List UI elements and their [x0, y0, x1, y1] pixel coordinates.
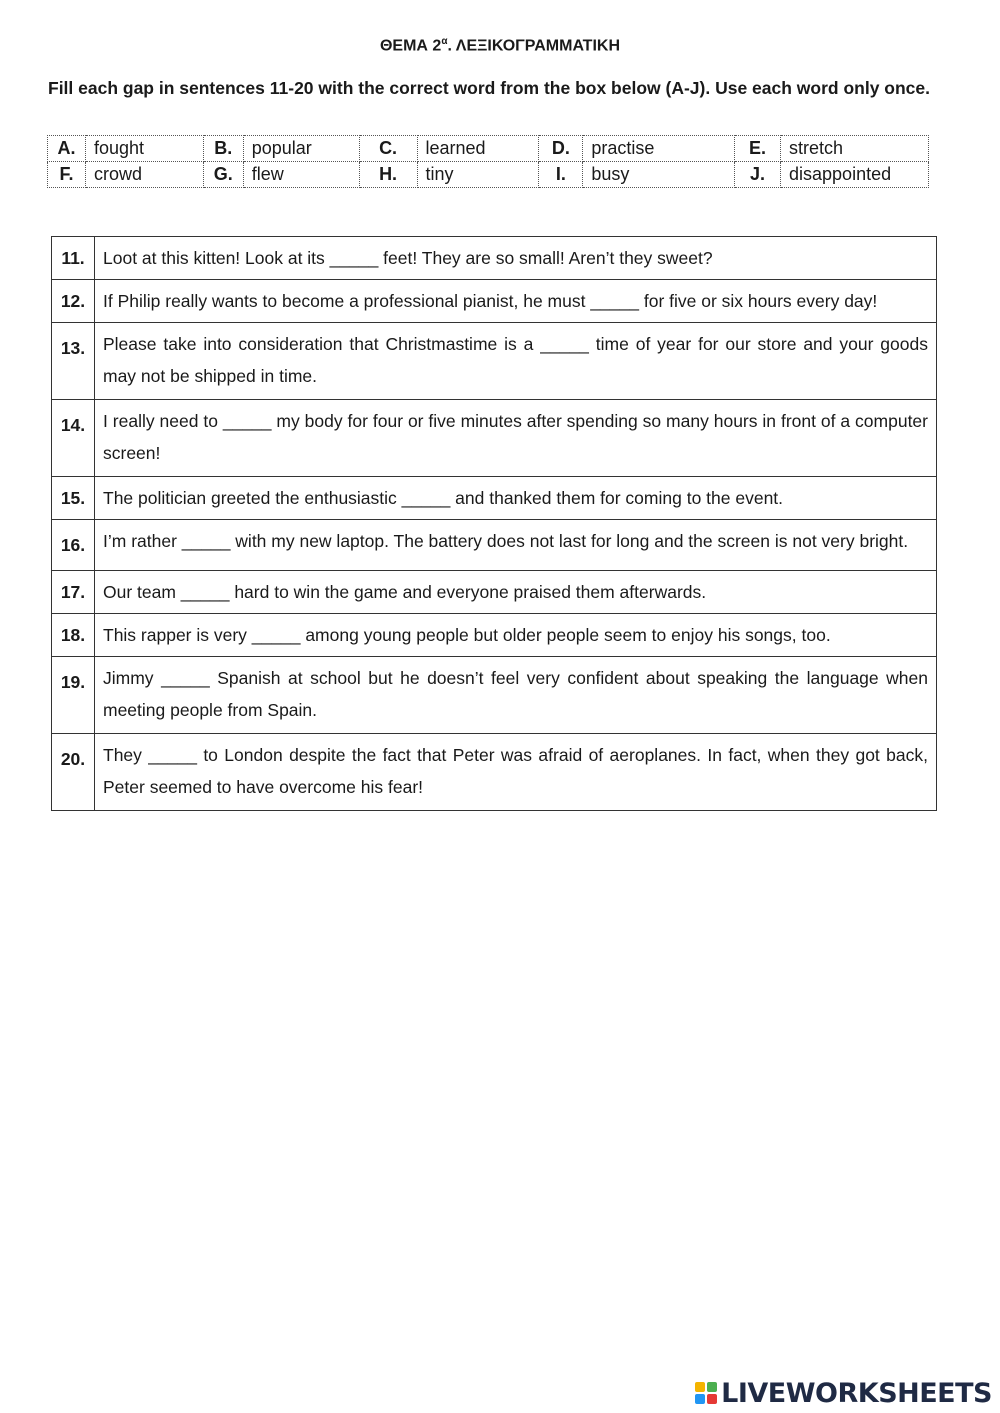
- word-letter: J.: [735, 162, 781, 188]
- question-text: Loot at this kitten! Look at its _____ feet! They are so small! Aren’t they sweet?: [95, 237, 937, 280]
- word-option: crowd: [85, 162, 203, 188]
- question-number: 15.: [52, 477, 95, 520]
- question-row: [52, 477, 937, 520]
- question-text: They _____ to London despite the fact that Peter was afraid of aeroplanes. In fact, when they got back, Peter seemed to have overcome his fear!: [95, 734, 937, 811]
- word-box-row: [48, 162, 929, 188]
- question-row: [52, 237, 937, 280]
- word-letter: A.: [48, 136, 86, 162]
- word-option: busy: [583, 162, 735, 188]
- question-text: If Philip really wants to become a professional pianist, he must _____ for five or six hours every day!: [95, 280, 937, 323]
- question-row: [52, 734, 937, 811]
- question-row: [52, 657, 937, 734]
- question-row: [52, 520, 937, 571]
- instructions: Fill each gap in sentences 11-20 with the correct word from the box below (A-J). Use each word only once.: [48, 78, 931, 98]
- liveworksheets-brand[interactable]: [695, 1376, 992, 1410]
- word-option: disappointed: [781, 162, 929, 188]
- word-letter: D.: [539, 136, 583, 162]
- question-text: This rapper is very _____ among young people but older people seem to enjoy his songs, too.: [95, 614, 937, 657]
- question-row: [52, 280, 937, 323]
- question-row: [52, 323, 937, 400]
- question-number: 11.: [52, 237, 95, 280]
- question-text: Our team _____ hard to win the game and everyone praised them afterwards.: [95, 571, 937, 614]
- liveworksheets-logo-icon: [695, 1382, 717, 1404]
- logo-square: [707, 1382, 717, 1392]
- question-number: 18.: [52, 614, 95, 657]
- question-number: 12.: [52, 280, 95, 323]
- word-letter: G.: [203, 162, 243, 188]
- word-box-row: [48, 136, 929, 162]
- word-option: fought: [85, 136, 203, 162]
- word-option: popular: [243, 136, 359, 162]
- word-letter: B.: [203, 136, 243, 162]
- word-letter: F.: [48, 162, 86, 188]
- liveworksheets-wordmark: LIVEWORKSHEETS: [721, 1377, 992, 1409]
- word-letter: C.: [359, 136, 417, 162]
- questions-table: [51, 236, 937, 811]
- question-number: 14.: [52, 400, 95, 477]
- question-row: [52, 400, 937, 477]
- word-option: learned: [417, 136, 539, 162]
- word-letter: H.: [359, 162, 417, 188]
- question-number: 17.: [52, 571, 95, 614]
- question-text: I really need to _____ my body for four or five minutes after spending so many hours in front of a computer screen!: [95, 400, 937, 477]
- question-number: 13.: [52, 323, 95, 400]
- question-text: I’m rather _____ with my new laptop. The battery does not last for long and the screen is not very bright.: [95, 520, 937, 571]
- logo-square: [695, 1382, 705, 1392]
- question-text: Jimmy _____ Spanish at school but he doesn’t feel very confident about speaking the language when meeting people from Spain.: [95, 657, 937, 734]
- logo-square: [695, 1394, 705, 1404]
- question-text: Please take into consideration that Christmastime is a _____ time of year for our store and your goods may not be shipped in time.: [95, 323, 937, 400]
- page-title: ΘΕΜΑ $2^\alpha$. ΛΕΞΙΚΟΓΡΑΜΜΑΤΙΚΗ: [379, 36, 620, 55]
- word-option: tiny: [417, 162, 539, 188]
- word-option: stretch: [781, 136, 929, 162]
- logo-square: [707, 1394, 717, 1404]
- word-option: practise: [583, 136, 735, 162]
- question-row: [52, 614, 937, 657]
- question-number: 20.: [52, 734, 95, 811]
- question-text: The politician greeted the enthusiastic _____ and thanked them for coming to the event.: [95, 477, 937, 520]
- question-row: [52, 571, 937, 614]
- word-letter: E.: [735, 136, 781, 162]
- word-option: flew: [243, 162, 359, 188]
- question-number: 19.: [52, 657, 95, 734]
- word-box: [47, 135, 929, 188]
- question-number: 16.: [52, 520, 95, 571]
- word-letter: I.: [539, 162, 583, 188]
